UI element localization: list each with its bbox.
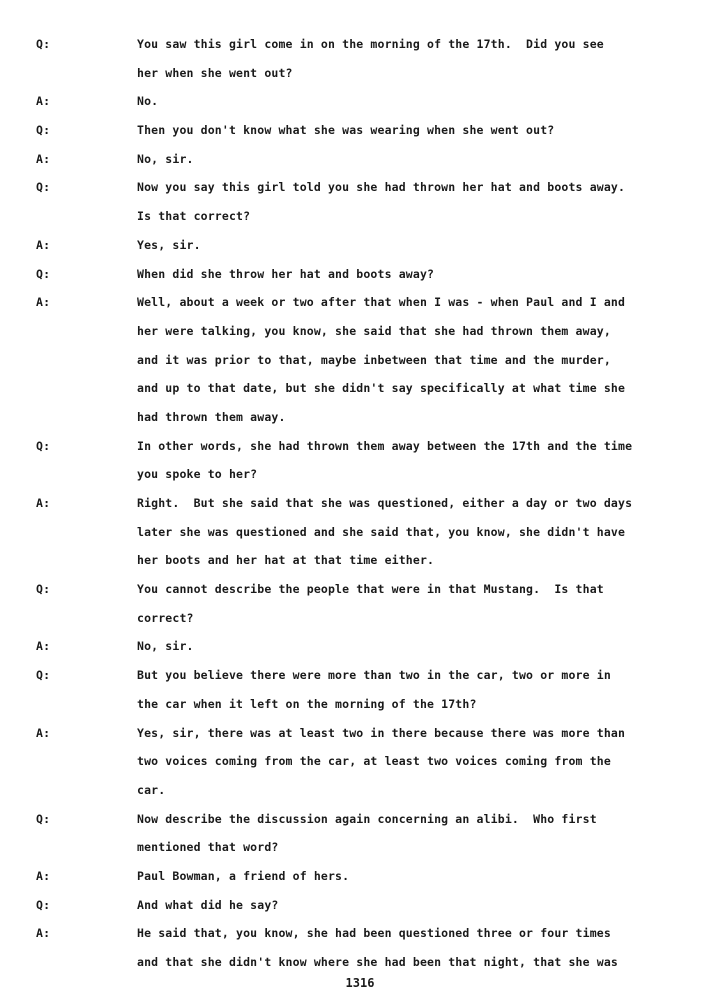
question-entry <box>0 575 720 632</box>
testimony-text <box>137 661 637 718</box>
testimony-line: correct? <box>137 610 194 625</box>
transcript-body <box>0 30 720 977</box>
testimony-line: Then you don't know what she was wearing when she went out? <box>137 123 555 138</box>
speaker-label: A: <box>36 926 51 941</box>
testimony-line: Yes, sir, there was at least two in there because there was more than <box>137 725 626 740</box>
question-entry <box>0 173 720 230</box>
question-entry <box>0 432 720 489</box>
speaker-label: Q: <box>36 811 51 826</box>
testimony-line: You saw this girl come in on the morning of the 17th. Did you see <box>137 37 604 51</box>
testimony-text <box>137 260 637 289</box>
answer-entry <box>0 145 720 174</box>
testimony-text <box>137 489 637 575</box>
answer-entry <box>0 489 720 575</box>
testimony-line: No, sir. <box>137 639 194 654</box>
answer-entry <box>0 87 720 116</box>
page-number: 1316 <box>345 976 375 990</box>
speaker-label: A: <box>36 94 51 109</box>
testimony-line: two voices coming from the car, at least two voices coming from the <box>137 754 611 769</box>
speaker-label: A: <box>36 151 51 166</box>
speaker-label: Q: <box>36 37 51 51</box>
testimony-line: and it was prior to that, maybe inbetween that time and the murder, <box>137 352 611 367</box>
speaker-label: Q: <box>36 582 51 597</box>
question-entry <box>0 30 720 87</box>
testimony-line: No. <box>137 94 159 109</box>
testimony-line: He said that, you know, she had been questioned three or four times <box>137 926 611 941</box>
testimony-text <box>137 862 637 891</box>
question-entry <box>0 116 720 145</box>
testimony-line: her were talking, you know, she said that she had thrown them away, <box>137 323 611 338</box>
testimony-text <box>137 145 637 174</box>
question-entry <box>0 661 720 718</box>
speaker-label: A: <box>36 295 51 310</box>
question-entry <box>0 260 720 289</box>
testimony-line: and that she didn't know where she had been that night, that she was <box>137 955 619 969</box>
testimony-line: and up to that date, but she didn't say specifically at what time she <box>137 381 626 396</box>
testimony-line: In other words, she had thrown them away between the 17th and the time <box>137 438 633 453</box>
testimony-line: her boots and her hat at that time either. <box>137 553 435 568</box>
testimony-line: But you believe there were more than two in the car, two or more in <box>137 668 611 683</box>
testimony-line: No, sir. <box>137 151 194 166</box>
speaker-label: A: <box>36 496 51 510</box>
testimony-line: Yes, sir. <box>137 237 201 252</box>
testimony-line: you spoke to her? <box>137 467 258 482</box>
speaker-label: Q: <box>36 438 51 453</box>
speaker-label: A: <box>36 639 51 654</box>
testimony-line: the car when it left on the morning of the 17th? <box>137 696 477 711</box>
testimony-text <box>137 575 637 632</box>
answer-entry <box>0 231 720 260</box>
answer-entry <box>0 632 720 661</box>
question-entry <box>0 891 720 920</box>
testimony-text <box>137 288 637 431</box>
testimony-line: You cannot describe the people that were in that Mustang. Is that <box>137 582 604 597</box>
testimony-line: When did she throw her hat and boots away? <box>137 266 435 281</box>
testimony-text <box>137 30 637 87</box>
testimony-line: car. <box>137 782 166 797</box>
speaker-label: Q: <box>36 180 51 195</box>
testimony-line: Now describe the discussion again concerning an alibi. Who first <box>137 811 597 826</box>
testimony-text <box>137 432 637 489</box>
speaker-label: A: <box>36 725 51 740</box>
question-entry <box>0 805 720 862</box>
testimony-line: mentioned that word? <box>137 840 279 855</box>
testimony-text <box>137 116 637 145</box>
speaker-label: Q: <box>36 668 51 683</box>
answer-entry <box>0 919 720 976</box>
testimony-line: Right. But she said that she was questioned, either a day or two days <box>137 496 633 510</box>
testimony-text <box>137 805 637 862</box>
speaker-label: A: <box>36 237 51 252</box>
testimony-text <box>137 173 637 230</box>
testimony-line: later she was questioned and she said that, you know, she didn't have <box>137 524 626 539</box>
testimony-line: her when she went out? <box>137 65 293 80</box>
testimony-line: And what did he say? <box>137 897 279 912</box>
testimony-line: Now you say this girl told you she had thrown her hat and boots away. <box>137 180 626 195</box>
testimony-text <box>137 87 637 116</box>
speaker-label: Q: <box>36 266 51 281</box>
testimony-text <box>137 891 637 920</box>
testimony-line: Well, about a week or two after that when I was - when Paul and I and <box>137 295 626 310</box>
speaker-label: A: <box>36 868 51 883</box>
testimony-line: Paul Bowman, a friend of hers. <box>137 868 350 883</box>
testimony-text <box>137 231 637 260</box>
speaker-label: Q: <box>36 897 51 912</box>
testimony-text <box>137 919 637 976</box>
testimony-text <box>137 632 637 661</box>
speaker-label: Q: <box>36 123 51 138</box>
testimony-line: had thrown them away. <box>137 409 286 424</box>
testimony-text <box>137 719 637 805</box>
answer-entry <box>0 288 720 431</box>
testimony-line: Is that correct? <box>137 209 251 224</box>
answer-entry <box>0 719 720 805</box>
answer-entry <box>0 862 720 891</box>
